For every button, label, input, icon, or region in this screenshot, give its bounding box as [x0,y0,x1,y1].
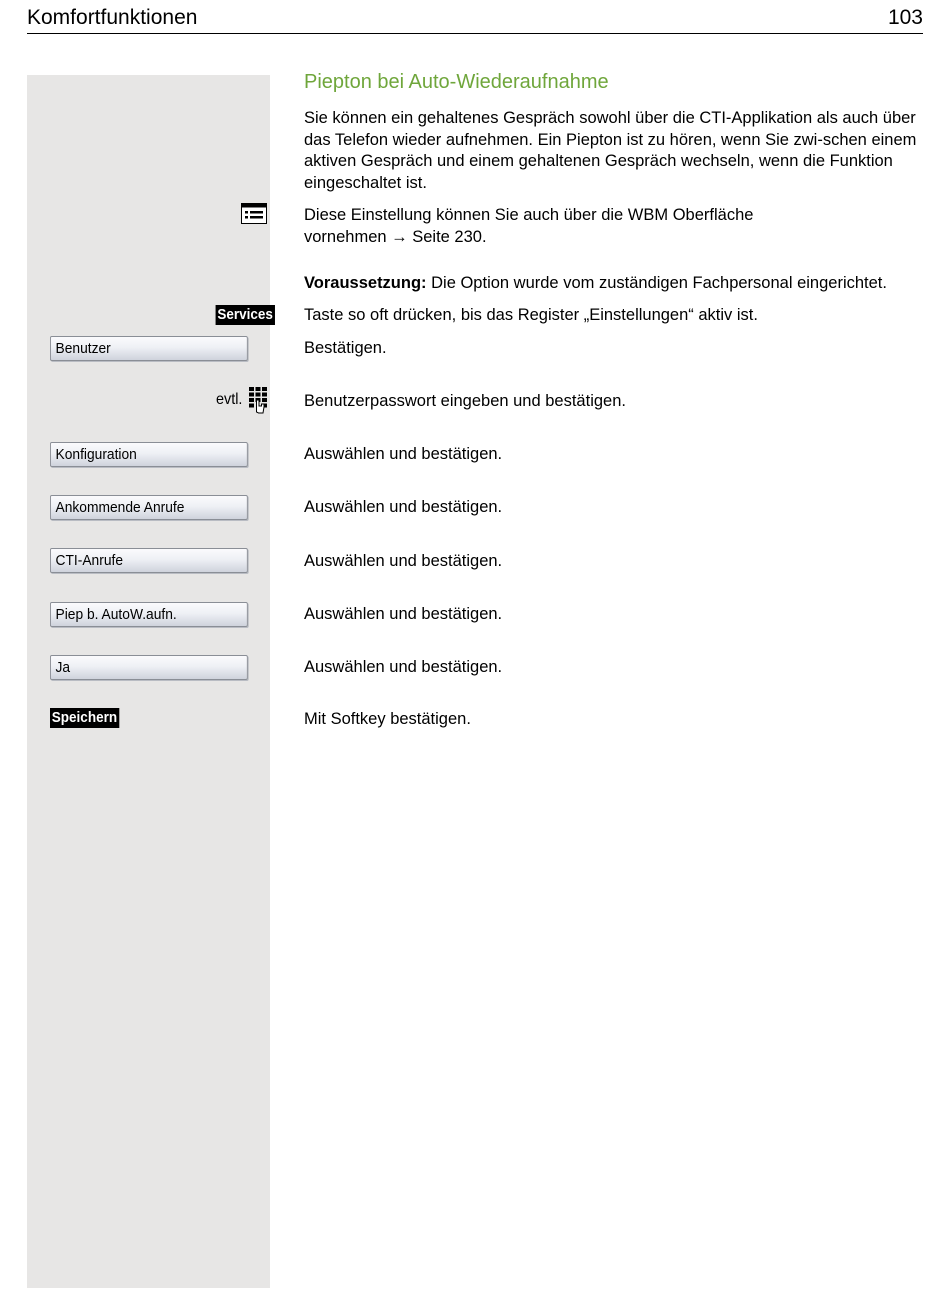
sidebar-panel [27,75,270,1288]
step-konfiguration: Auswählen und bestätigen. [304,445,503,463]
page-number: 103 [887,6,923,29]
intro-paragraph: Sie können ein gehaltenes Gespräch sowohl über die CTI-Applikation als auch über das Telefon wieder aufnehmen. Ein Piepton ist zu hören, wenn Sie zwi-schen einem aktiven Gespräch und einem gehaltenen Gespräch wechseln, wenn die Funktion eingeschaltet ist. [304,109,917,192]
header-title: Komfortfunktionen [27,6,198,29]
wbm-note-line-1: Diese Einstellung können Sie auch über die WBM Oberfläche [304,206,754,224]
section-heading: Piepton bei Auto-Wiederaufnahme [304,71,609,93]
page-header [27,6,923,34]
wbm-note [304,205,926,248]
services-key[interactable]: Services [217,306,273,323]
menu-button-ja[interactable]: Ja [50,655,248,680]
prerequisite-label: Voraussetzung: [304,274,427,292]
keypad-icon [248,386,268,414]
step-services: Taste so oft drücken, bis das Register „Einstellungen“ aktiv ist. [304,306,758,324]
menu-button-benutzer[interactable]: Benutzer [50,336,248,361]
step-ja: Auswählen und bestätigen. [304,658,503,676]
wbm-note-line-2: vornehmen → Seite 230. [304,227,487,246]
evtl-label: evtl. [216,391,243,408]
step-piep: Auswählen und bestätigen. [304,605,503,623]
menu-button-konfiguration[interactable]: Konfiguration [50,442,248,467]
step-password: Benutzerpasswort eingeben und bestätigen. [304,392,626,410]
step-benutzer: Bestätigen. [304,339,387,357]
menu-button-cti-anrufe[interactable]: CTI-Anrufe [50,548,248,573]
step-cti: Auswählen und bestätigen. [304,552,503,570]
wbm-menu-icon [241,203,267,224]
step-ankommende: Auswählen und bestätigen. [304,498,503,516]
menu-button-ankommende-anrufe[interactable]: Ankommende Anrufe [50,495,248,520]
save-softkey[interactable]: Speichern [51,709,118,726]
prerequisite-text: Die Option wurde vom zuständigen Fachpersonal eingerichtet. [426,274,887,292]
step-save: Mit Softkey bestätigen. [304,710,471,728]
prerequisite [304,273,944,295]
menu-button-piep-autow[interactable]: Piep b. AutoW.aufn. [50,602,248,627]
